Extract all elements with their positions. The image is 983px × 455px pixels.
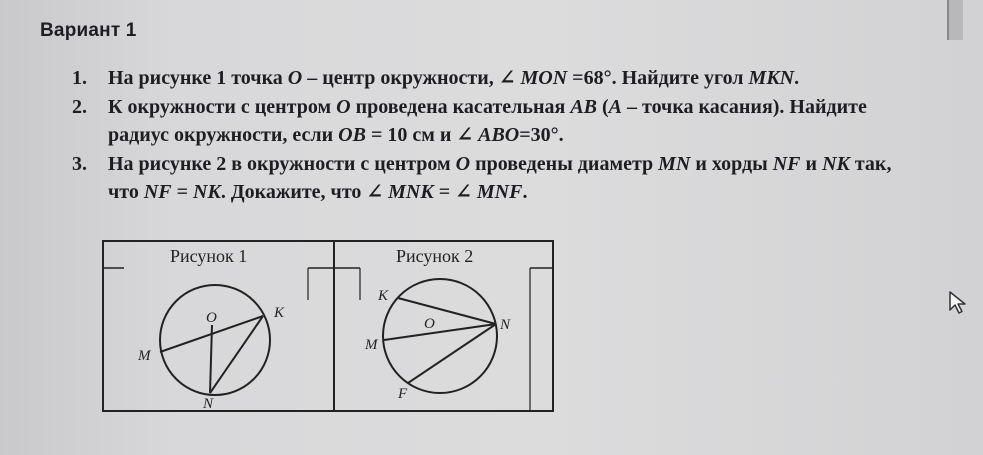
figure-1-label-n: N [203,396,214,412]
task-1 [72,64,892,92]
figure-2-circle [383,279,497,393]
figure-2-label-m: M [365,337,378,353]
figure-2-chord-nk [398,298,496,324]
task-number: 2. [72,96,87,118]
task-text: К окружности с центром O проведена касательная AB (A – точка касания). Найдите радиус окружности, если OB = 10 см и ∠ ABO=30°. [108,96,867,146]
task-number: 1. [72,67,87,89]
figure-2-label-n: N [500,317,511,333]
mouse-cursor-icon [948,290,970,316]
figure-1-caption: Рисунок 1 [170,246,248,266]
figure-1-label-m: M [138,348,151,364]
page-edge-shadow [947,0,963,40]
task-3 [72,150,892,206]
figure-1-label-k: K [274,305,285,321]
variant-title: Вариант 1 [40,20,137,41]
task-number: 3. [72,153,87,175]
figure-2-caption: Рисунок 2 [396,246,474,266]
figure-2-label-k: K [378,288,389,304]
task-text: На рисунке 2 в окружности с центром O проведены диаметр MN и хорды NF и NK так, что NF = NK. Докажите, что ∠ MNK = ∠ MNF. [108,153,892,203]
figures-panel [102,240,556,416]
figure-1-circle [160,285,270,395]
figure-1-label-o: O [206,310,217,326]
task-2 [72,93,892,149]
task-text: На рисунке 1 точка O – центр окружности, ∠ MON =68°. Найдите угол MKN. [108,67,800,89]
figure-1-chord-kn [210,316,263,393]
figure-2-diameter-mn [384,324,496,340]
figure-2-label-f: F [398,386,408,402]
figure-2-label-o: O [424,316,435,332]
